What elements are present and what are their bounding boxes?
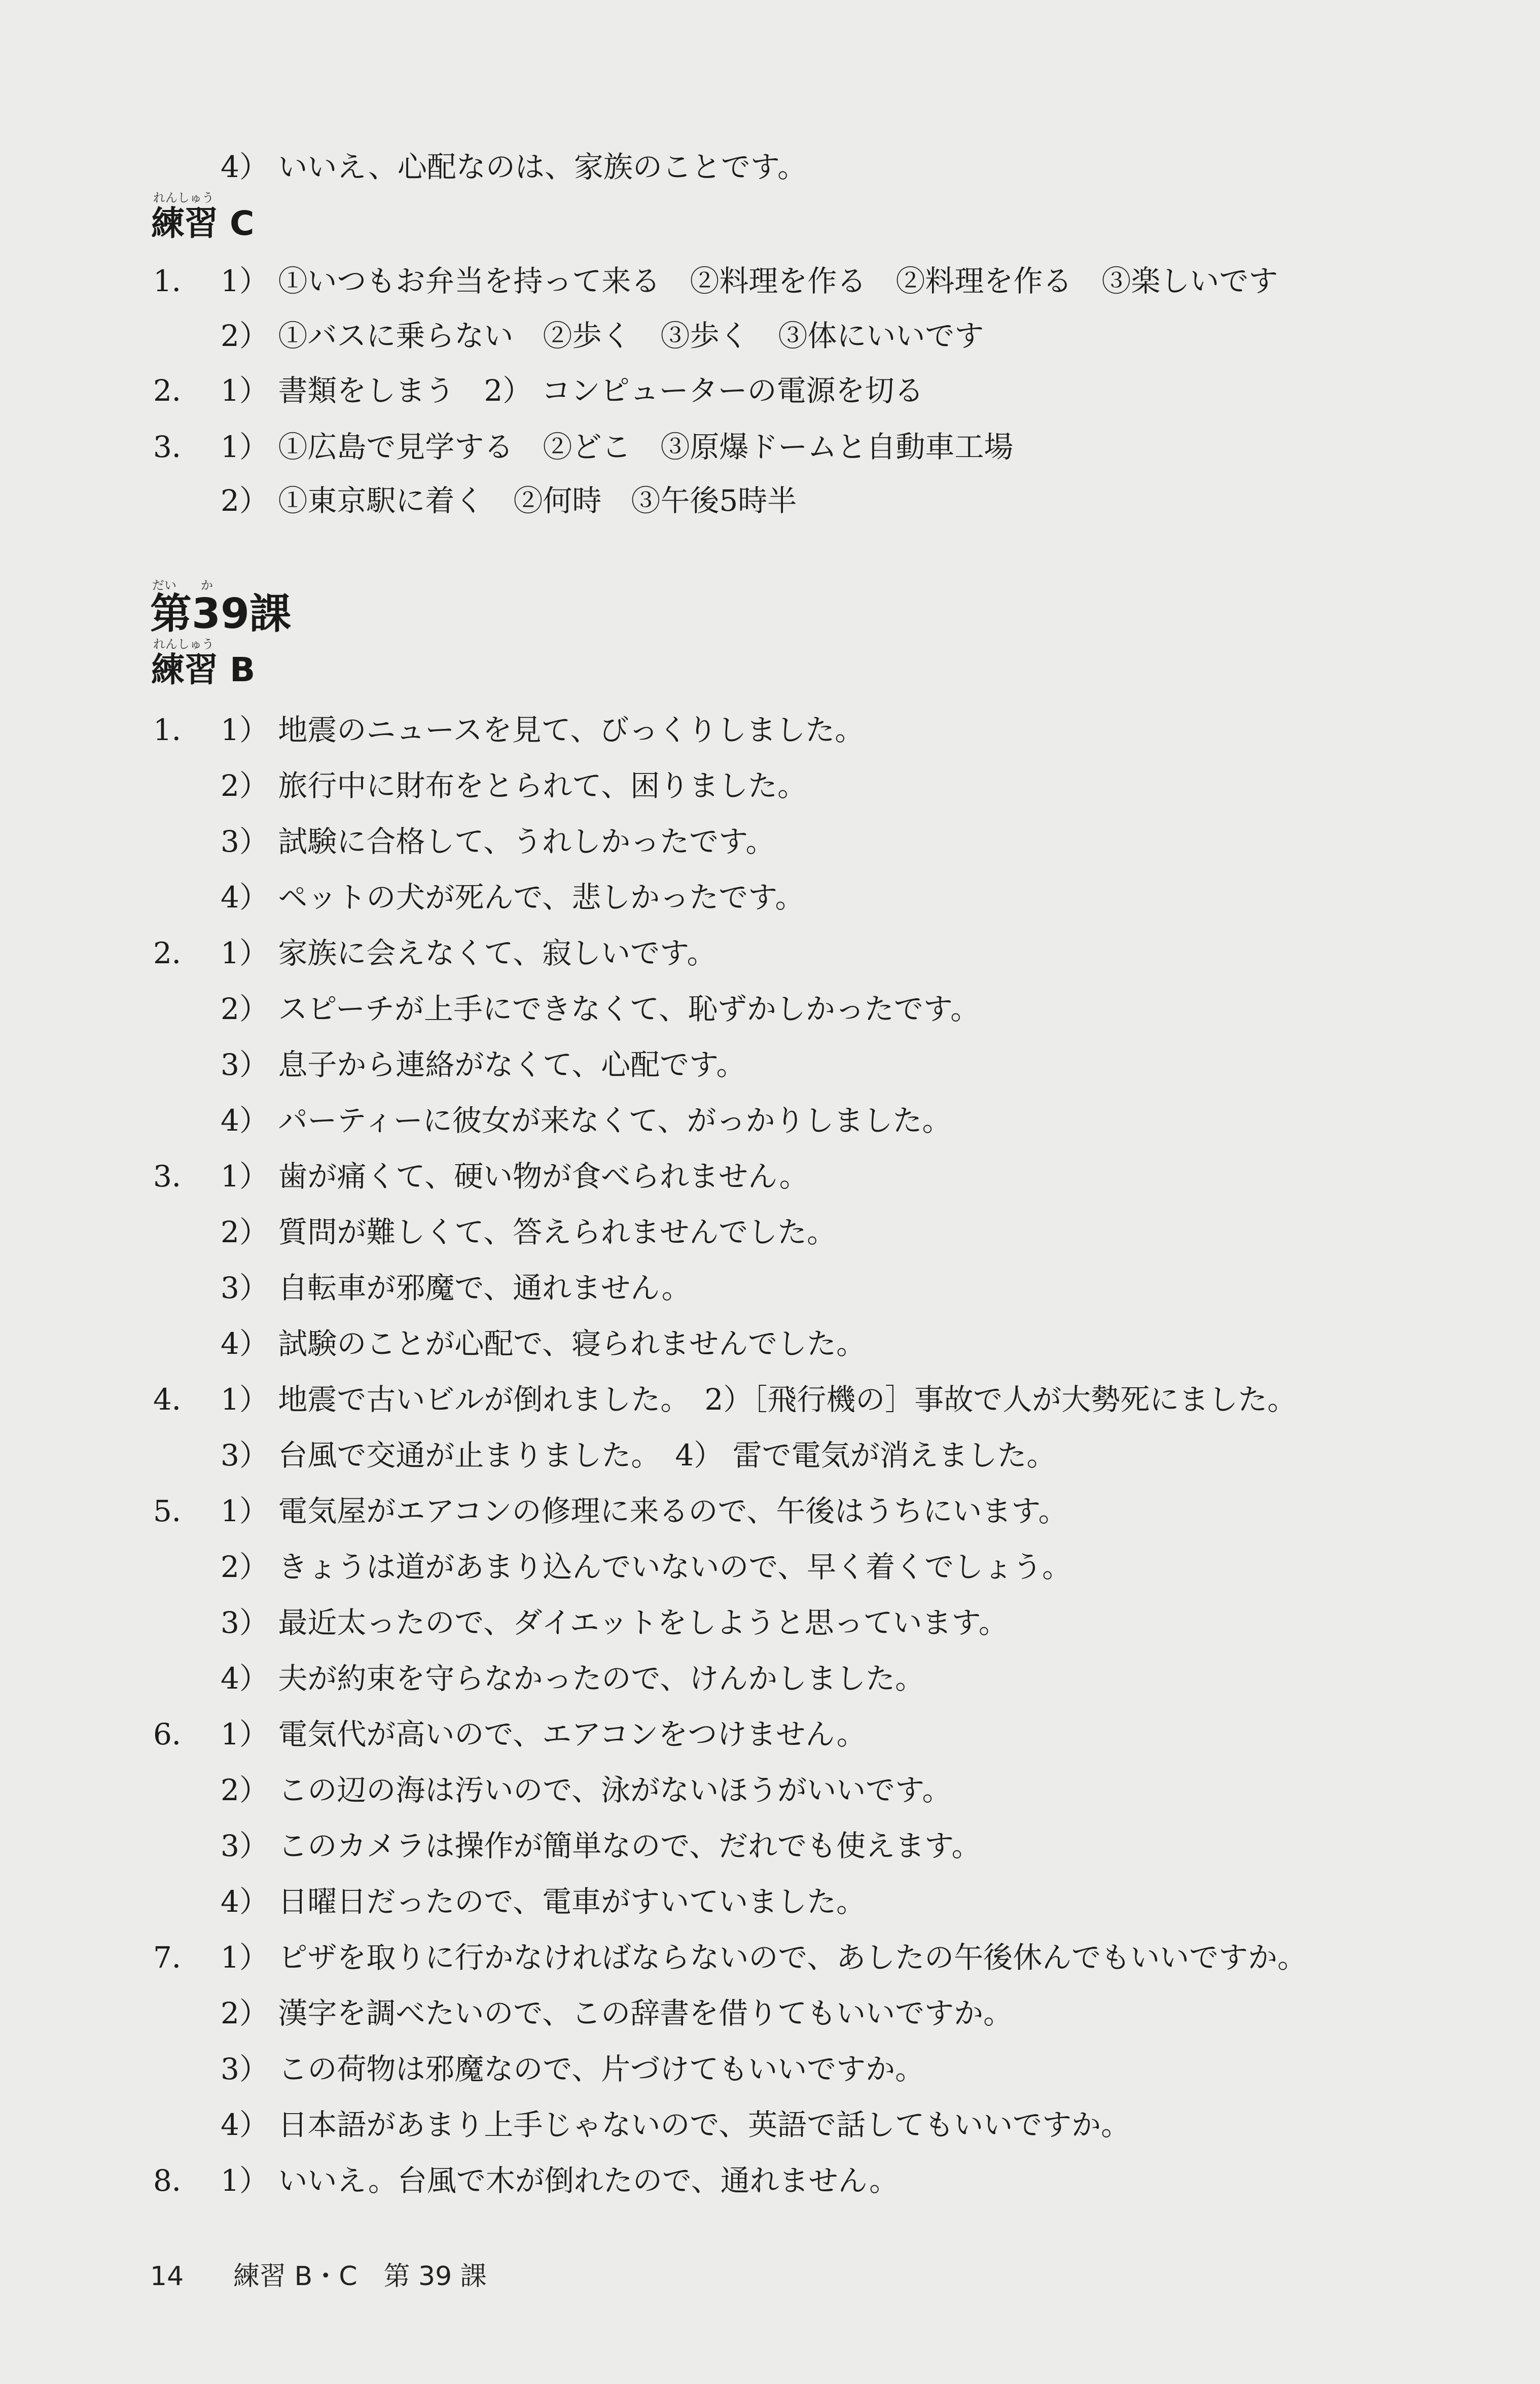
b-answer-line: 1） 地震で古いビルが倒れました。 2）［飛行機の］事故で人が大勢死にました。 — [221, 1382, 1297, 1417]
footer-label: 練習 B・C 第 39 課 — [233, 2261, 487, 2292]
b-answer-line: 2） この辺の海は汚いので、泳がないほうがいいです。 — [221, 1773, 952, 1807]
b-answer-line: 4） 日本語があまり上手じゃないので、英語で話してもいいですか。 — [221, 2108, 1131, 2142]
b-answer-line: 3） 台風で交通が止まりました。 4） 雷で電気が消えました。 — [221, 1438, 1056, 1473]
c-line-number: 1． — [153, 264, 201, 298]
c-line-number: 3． — [153, 430, 201, 464]
section-c-heading: 練習 C — [151, 204, 255, 243]
b-answer-line: 1） ピザを取りに行かなければならないので、あしたの午後休んでもいいですか。 — [221, 1940, 1307, 1975]
b-line-number: 4． — [153, 1382, 201, 1417]
b-line-number: 7． — [153, 1940, 201, 1975]
b-answer-line: 1） 電気代が高いので、エアコンをつけません。 — [221, 1717, 866, 1751]
b-answer-line: 2） きょうは道があまり込んでいないので、早く着くでしょう。 — [221, 1550, 1072, 1584]
b-answer-line: 2） 質問が難しくて、答えられませんでした。 — [221, 1215, 837, 1249]
c-answer-line: 1） ①いつもお弁当を持って来る ②料理を作る ②料理を作る ③楽しいです — [221, 264, 1278, 298]
b-answer-line: 2） スピーチが上手にできなくて、恥ずかしかったです。 — [221, 992, 980, 1026]
b-answer-line: 1） 電気屋がエアコンの修理に来るので、午後はうちにいます。 — [221, 1494, 1068, 1528]
b-answer-line: 3） 自転車が邪魔で、通れません。 — [221, 1271, 691, 1305]
c-answer-line: 2） ①バスに乗らない ②歩く ③歩く ③体にいいです — [221, 319, 984, 353]
answer-line-top: 4） いいえ、心配なのは、家族のことです。 — [221, 150, 807, 184]
b-answer-line: 1） 地震のニュースを見て、びっくりしました。 — [221, 713, 865, 747]
c-line-number: 2． — [153, 373, 201, 408]
b-line-number: 5． — [153, 1494, 201, 1528]
b-answer-line: 3） 最近太ったので、ダイエットをしようと思っています。 — [221, 1605, 1008, 1640]
b-answer-line: 4） 日曜日だったので、電車がすいていました。 — [221, 1884, 866, 1919]
b-answer-line: 4） ペットの犬が死んで、悲しかったです。 — [221, 880, 805, 915]
b-answer-line: 4） パーティーに彼女が来なくて、がっかりしました。 — [221, 1103, 952, 1138]
b-answer-line: 1） 歯が痛くて、硬い物が食べられません。 — [221, 1159, 809, 1194]
b-answer-line: 4） 夫が約束を守らなかったので、けんかしました。 — [221, 1661, 925, 1696]
c-answer-line: 1） 書類をしまう 2） コンピューターの電源を切る — [221, 373, 924, 408]
section-b-ruby: れんしゅう — [153, 637, 214, 651]
section-c-ruby: れんしゅう — [153, 191, 214, 205]
b-answer-line: 4） 試験のことが心配で、寝られませんでした。 — [221, 1326, 866, 1361]
page-number: 14 — [150, 2261, 184, 2292]
b-line-number: 6． — [153, 1717, 201, 1751]
b-line-number: 1． — [153, 713, 201, 747]
b-answer-line: 1） いいえ。台風で木が倒れたので、通れません。 — [221, 2163, 899, 2198]
b-answer-line: 2） 旅行中に財布をとられて、困りました。 — [221, 768, 807, 803]
section-b-heading: 練習 B — [151, 650, 256, 689]
b-answer-line: 3） この荷物は邪魔なので、片づけてもいいですか。 — [221, 2052, 925, 2086]
lesson-heading: 第39課 — [150, 590, 292, 638]
b-answer-line: 1） 家族に会えなくて、寂しいです。 — [221, 936, 717, 970]
b-answer-line: 3） 試験に合格して、うれしかったです。 — [221, 824, 775, 859]
b-answer-line: 3） このカメラは操作が簡単なので、だれでも使えます。 — [221, 1829, 981, 1863]
c-answer-line: 1） ①広島で見学する ②どこ ③原爆ドームと自動車工場 — [221, 430, 1014, 464]
b-line-number: 3． — [153, 1159, 201, 1194]
c-answer-line: 2） ①東京駅に着く ②何時 ③午後5時半 — [221, 483, 797, 518]
lesson-ruby: だい か — [152, 578, 213, 592]
b-answer-line: 3） 息子から連絡がなくて、心配です。 — [221, 1047, 746, 1082]
b-answer-line: 2） 漢字を調べたいので、この辞書を借りてもいいですか。 — [221, 1996, 1013, 2030]
b-line-number: 2． — [153, 936, 201, 970]
b-line-number: 8． — [153, 2163, 201, 2198]
